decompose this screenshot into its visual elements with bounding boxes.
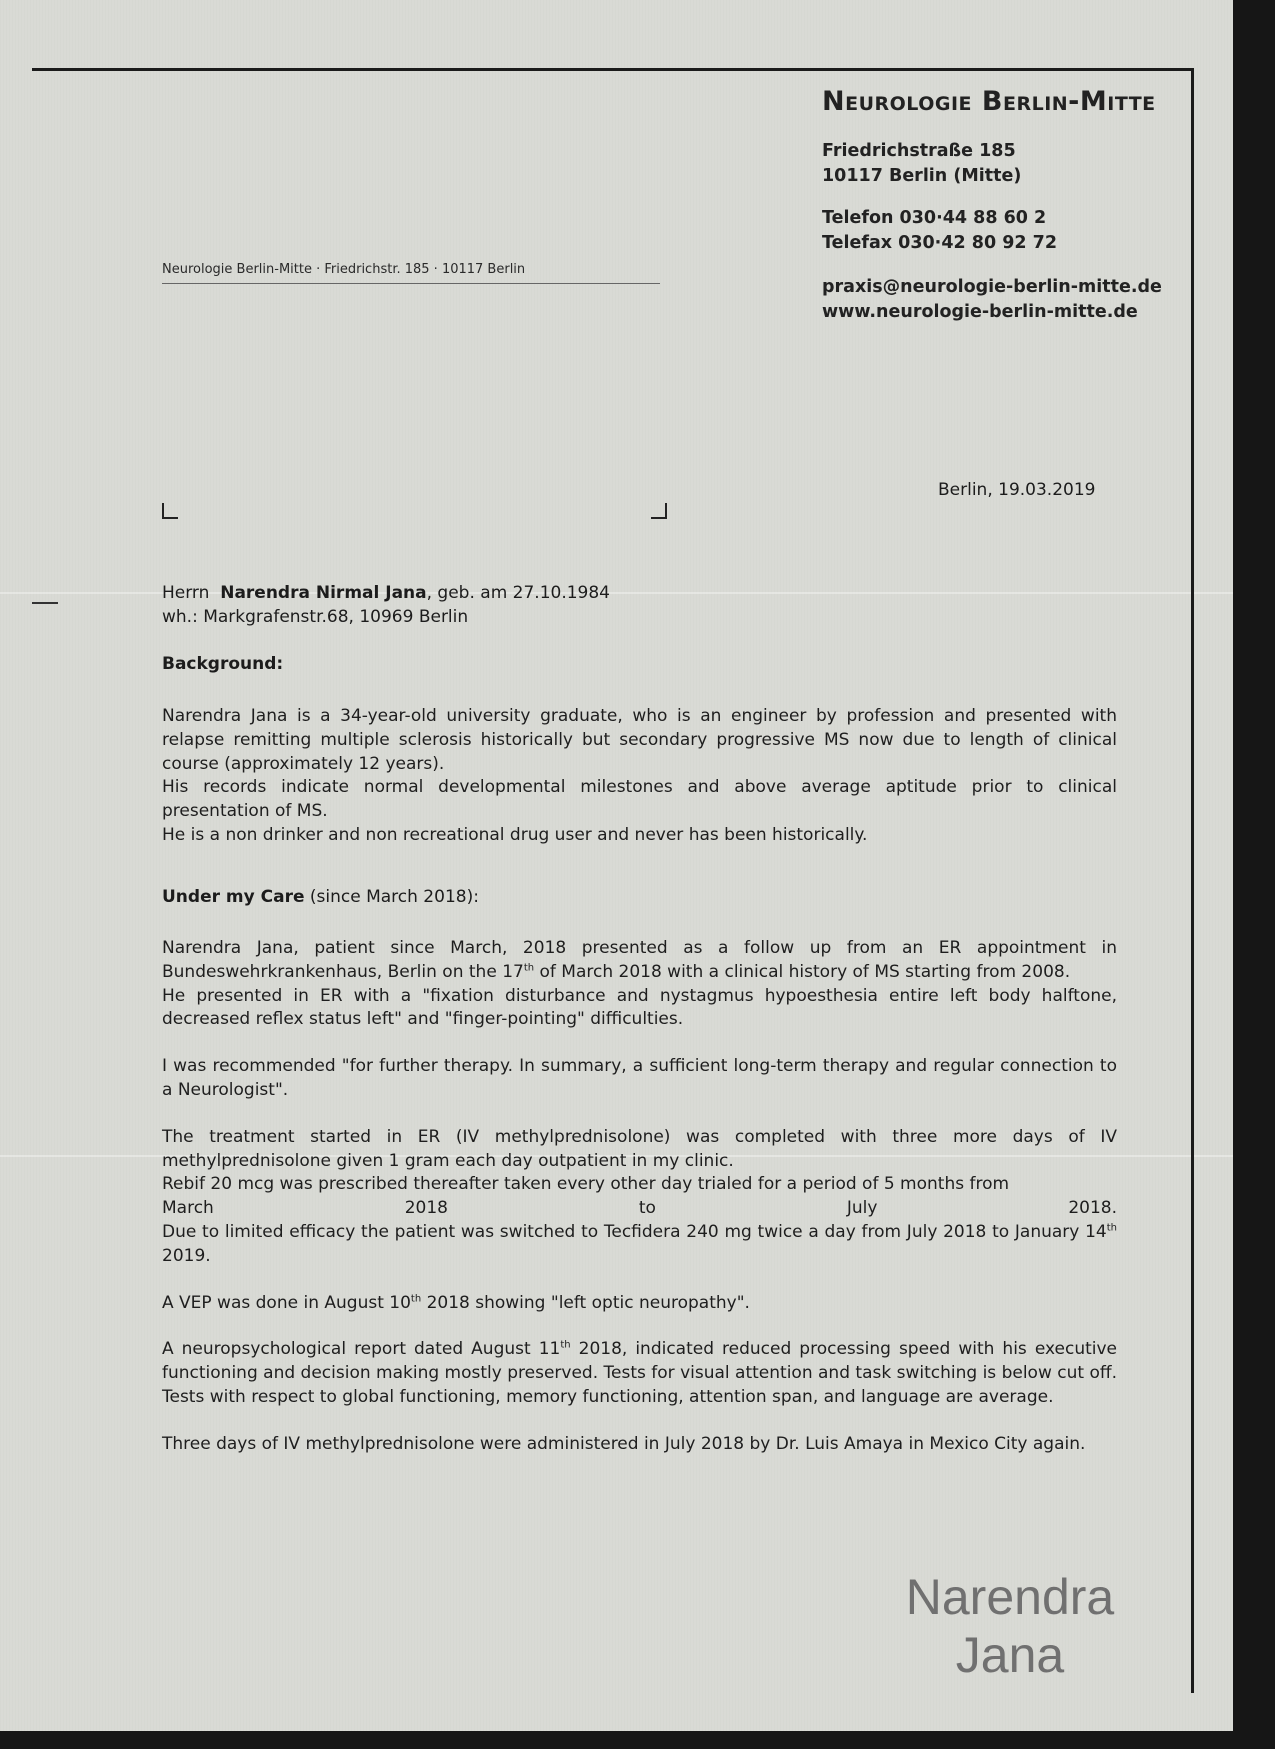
paragraph (162, 1221, 1117, 1269)
section-heading-background: Background: (162, 654, 284, 674)
sender-underline (162, 283, 660, 284)
stamp-line-1: Narendra (905, 1569, 1115, 1625)
practice-name: Neurologie Berlin-Mitte (822, 86, 1156, 117)
name-stamp (880, 1568, 1140, 1684)
paragraph: The treatment started in ER (IV methylprednisolone) was completed with three more days of IV methylprednisolone given 1 gram each day outpatient in my clinic. (162, 1126, 1117, 1171)
text: A VEP was done in August 10 (162, 1292, 411, 1313)
paragraph: He presented in ER with a "fixation disturbance and nystagmus hypoesthesia entire left body halftone, decreased reflex status left" and "finger-pointing" difficulties. (162, 985, 1117, 1030)
paragraph: I was recommended "for further therapy. In summary, a sufficient long-term therapy and regular connection to a Neurologist". (162, 1056, 1117, 1100)
text: A neuropsychological report dated August 11 (162, 1339, 561, 1360)
stamp-line-2: Jana (955, 1627, 1065, 1683)
sender-return-address: Neurologie Berlin-Mitte · Friedrichstr. 185 · 10117 Berlin (162, 262, 526, 277)
letter-date: Berlin, 19.03.2019 (938, 480, 1096, 500)
superscript: th (523, 962, 535, 974)
text: 2018 (404, 1198, 448, 1219)
superscript: th (410, 1292, 422, 1304)
paragraph (162, 1338, 1117, 1409)
superscript: th (1106, 1222, 1117, 1234)
recipient-name: Narendra Nirmal Jana (220, 583, 427, 603)
recipient-block (162, 582, 610, 629)
paragraph: He is a non drinker and non recreational drug user and never has been historically. (162, 824, 868, 845)
paragraph (162, 937, 1117, 985)
text: 2019. (162, 1245, 211, 1266)
superscript: th (560, 1339, 571, 1351)
text: Due to limited efficacy the patient was switched to Tecfidera 240 mg twice a day from July 2018 to January 14 (162, 1221, 1107, 1242)
text: March (162, 1198, 214, 1219)
frame-border-right (1191, 70, 1194, 1693)
text: of March 2018 with a clinical history of MS starting from 2008. (534, 961, 1071, 982)
text: Narendra Jana, patient since March, 2018 presented as a follow up from an ER appointment in Bundeswehrkrankenhaus, Berlin on the 17 (162, 938, 1117, 982)
practice-city: 10117 Berlin (Mitte) (822, 166, 1022, 186)
practice-street: Friedrichstraße 185 (822, 141, 1016, 161)
practice-address (822, 139, 1162, 189)
text: 2018. (1068, 1198, 1117, 1219)
recipient-line (162, 582, 610, 606)
care-heading-bold: Under my Care (162, 887, 305, 907)
recipient-salutation: Herrn (162, 583, 210, 603)
practice-website: www.neurologie-berlin-mitte.de (822, 302, 1138, 322)
care-heading-rest: (since March 2018): (304, 887, 479, 907)
section-heading-care (162, 887, 479, 907)
practice-contact (822, 206, 1162, 256)
justified-line (162, 1197, 1117, 1221)
paragraph: Narendra Jana is a 34-year-old university graduate, who is an engineer by profession and presented with relapse remitting multiple sclerosis historically but secondary progressive MS now due to length of clinical course (approximately 12 years). (162, 706, 1117, 774)
background-section (162, 705, 1117, 848)
practice-fax: Telefax 030·42 80 92 72 (822, 233, 1058, 253)
practice-email: praxis@neurologie-berlin-mitte.de (822, 277, 1162, 297)
paragraph: Three days of IV methylprednisolone were administered in July 2018 by Dr. Luis Amaya in Mexico City again. (162, 1433, 1086, 1454)
frame-border-top (32, 68, 1194, 71)
window-corner-mark-left (162, 503, 178, 519)
fold-mark (32, 602, 58, 604)
recipient-birthdate: , geb. am 27.10.1984 (426, 583, 610, 603)
practice-online (822, 275, 1162, 325)
paragraph: His records indicate normal developmental milestones and above average aptitude prior to clinical presentation of MS. (162, 777, 1117, 822)
text: to (638, 1198, 656, 1219)
recipient-address: wh.: Markgrafenstr.68, 10969 Berlin (162, 606, 469, 627)
care-section (162, 937, 1117, 1457)
window-corner-mark-right (651, 503, 667, 519)
paragraph (162, 1292, 1117, 1316)
letterhead (822, 86, 1162, 325)
text: 2018 showing "left optic neuropathy". (421, 1292, 750, 1313)
text: July (846, 1198, 878, 1219)
text: 2018, indicated reduced processing speed with his executive functioning and decision making mostly preserved. Tests for visual attention and task switching is below cut off. Tests with respect to global functioning, memory functioning, attention span, and language are average. (162, 1339, 1117, 1407)
practice-phone: Telefon 030·44 88 60 2 (822, 208, 1047, 228)
paragraph: Rebif 20 mcg was prescribed thereafter taken every other day trialed for a period of 5 months from (162, 1174, 1010, 1195)
